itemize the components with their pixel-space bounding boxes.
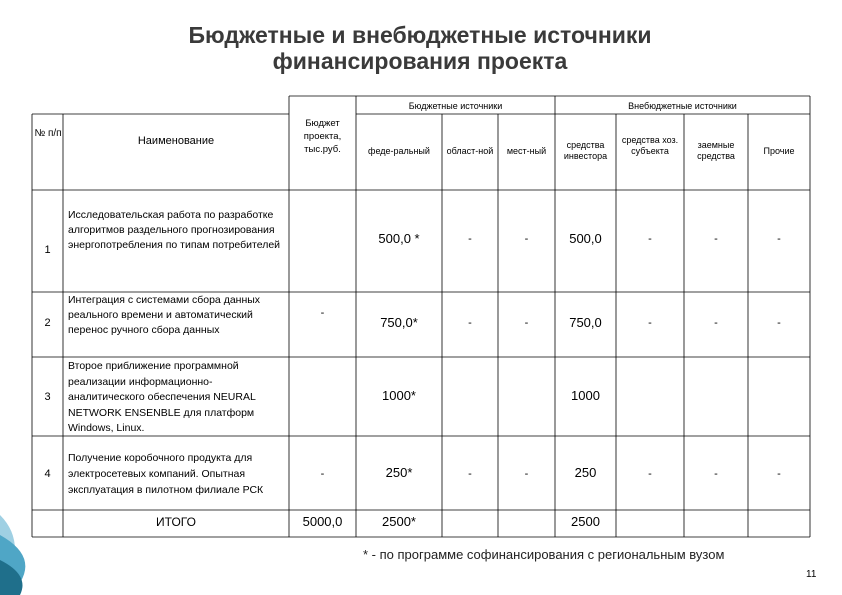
row-4-other: - (777, 468, 781, 480)
row-2-num: 2 (44, 317, 51, 329)
row-2-regional: - (468, 317, 472, 329)
header-entity: средства хоз. субъекта (621, 135, 679, 156)
row-2-other: - (777, 317, 781, 329)
row-2-budget: - (320, 307, 325, 319)
row-2-loan: - (714, 317, 718, 329)
row-4-entity: - (648, 468, 652, 480)
row-4-local: - (524, 468, 529, 480)
title-line-2: финансирования проекта (272, 48, 568, 74)
row-4-investor: 250 (574, 465, 597, 480)
header-loan: заемные средства (697, 140, 735, 161)
footnote: * - по программе софинансирования с региональным вузом (363, 547, 725, 562)
total-budget: 5000,0 (302, 514, 343, 529)
row-1-loan: - (714, 233, 718, 245)
row-4-federal: 250* (385, 465, 413, 480)
row-1-num: 1 (44, 244, 51, 256)
header-nonbudget-sources: Внебюджетные источники (628, 101, 737, 111)
row-1-other: - (777, 233, 781, 245)
header-local: мест-ный (506, 146, 547, 156)
header-name: Наименование (137, 135, 215, 147)
row-3-investor: 1000 (571, 388, 600, 403)
header-budget-sources: Бюджетные источники (408, 101, 503, 111)
header-federal: феде-ральный (368, 146, 430, 156)
header-other: Прочие (763, 146, 795, 156)
header-investor: средства инвестора (563, 140, 608, 161)
row-1-investor: 500,0 (569, 231, 602, 246)
total-label: ИТОГО (156, 515, 196, 529)
total-federal: 2500* (382, 514, 416, 529)
title-line-1: Бюджетные и внебюджетные источники (188, 22, 652, 48)
row-1-federal: 500,0 * (378, 231, 420, 246)
row-4-regional: - (468, 468, 472, 480)
row-1-local: - (524, 233, 529, 245)
row-2-local: - (524, 317, 529, 329)
header-regional: област-ной (446, 146, 494, 156)
row-4-name: Получение коробочного продукта для электросетевых компаний. Опытная эксплуатация в пилотном филиале РСК (68, 452, 264, 496)
row-1-regional: - (468, 233, 472, 245)
row-1-entity: - (648, 233, 652, 245)
row-2-name: Интеграция с системами сбора данных реального времени и автоматический перенос ручного сбора данных (68, 294, 261, 336)
row-1-name: Исследовательская работа по разработке алгоритмов раздельного прогнозирования энергопотребления по типам потребителей (68, 209, 281, 251)
total-investor: 2500 (571, 514, 600, 529)
row-4-num: 4 (44, 468, 51, 480)
row-3-federal: 1000* (382, 388, 416, 403)
header-budget: Бюджет проекта, тыс.руб. (303, 118, 342, 155)
row-3-num: 3 (44, 391, 51, 403)
header-num: № п/п (34, 128, 62, 139)
row-4-budget: - (320, 468, 325, 480)
row-2-entity: - (648, 317, 652, 329)
row-2-investor: 750,0 (569, 315, 602, 330)
row-3-name: Второе приближение программной реализации информационно-аналитического обеспечения NEURAL NETWORK ENSENBLE для платформ Windows, Linux. (68, 360, 256, 434)
row-2-federal: 750,0* (380, 315, 418, 330)
row-4-loan: - (714, 468, 718, 480)
page-number: 11 (806, 569, 817, 580)
